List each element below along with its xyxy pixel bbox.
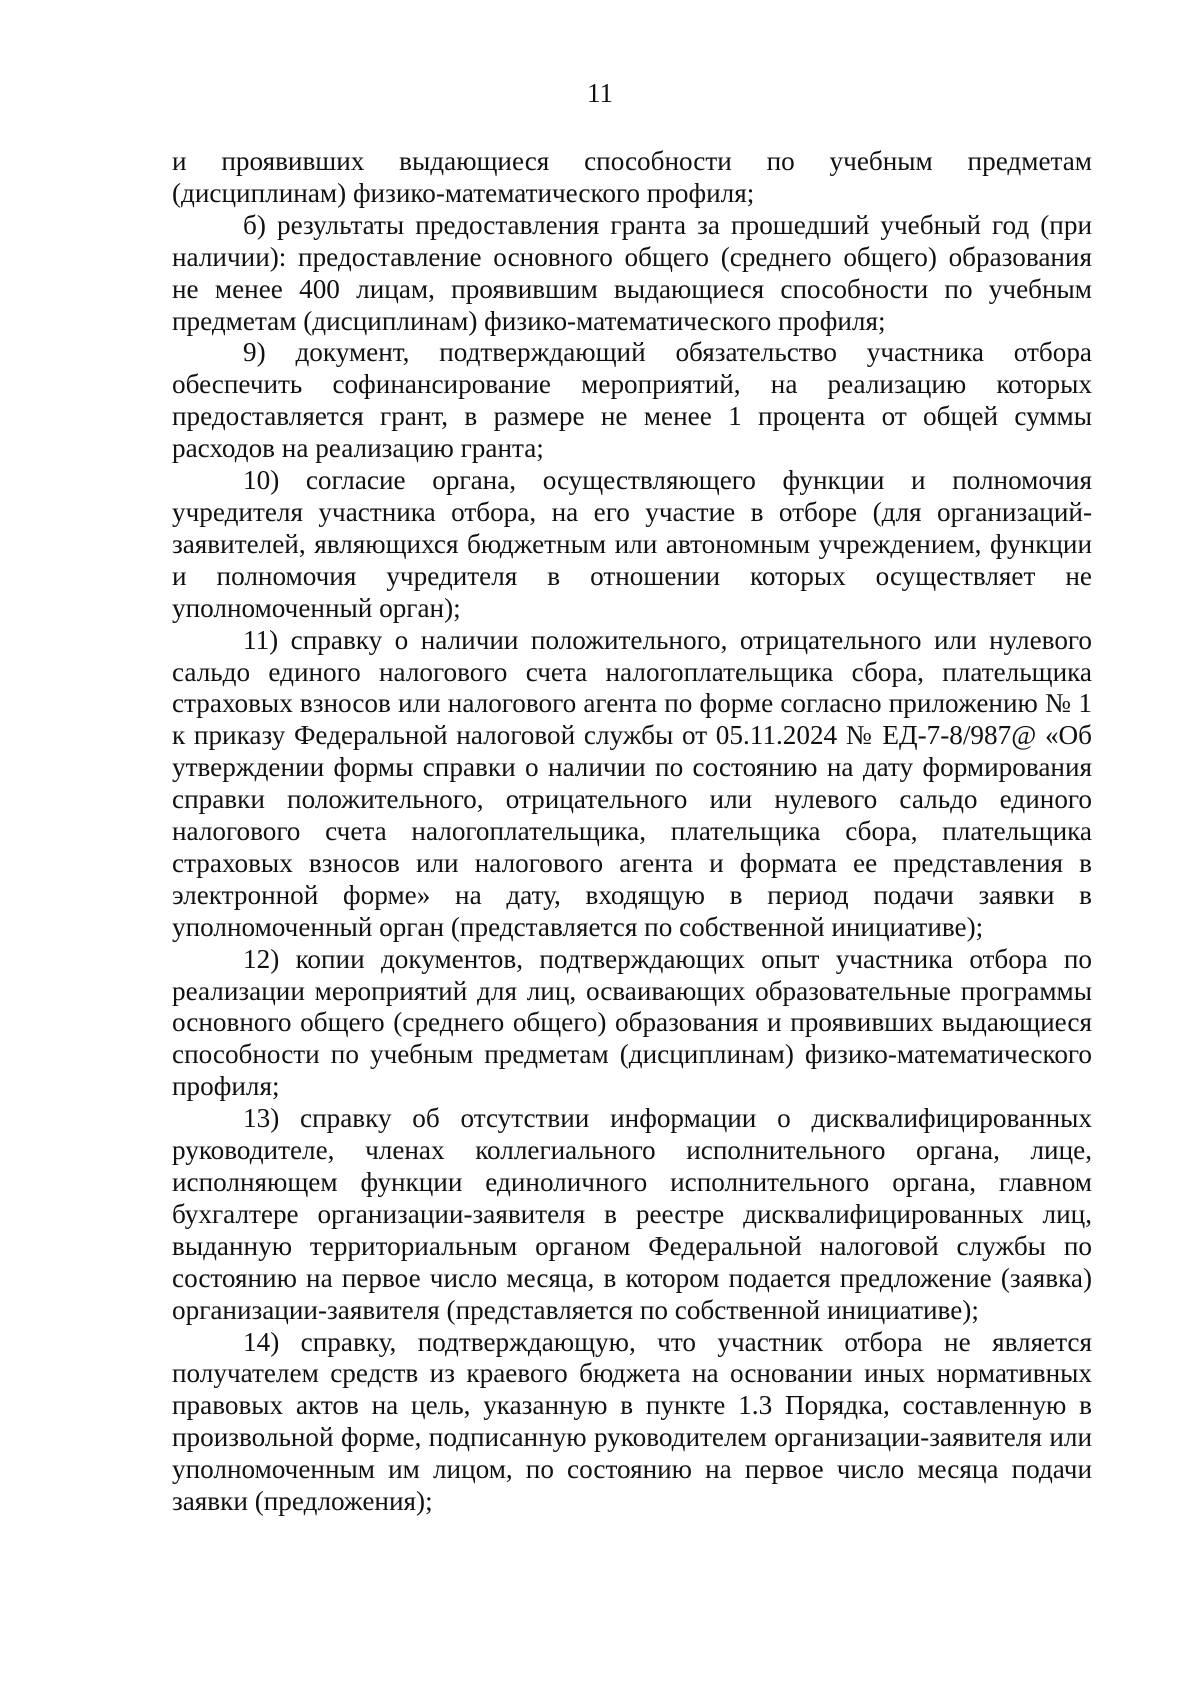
paragraph-item-12: 12) копии документов, подтверждающих опыт участника отбора по реализации мероприятий для лиц, осваивающих образовательные программы основного общего (среднего общего) образования и проявивших выдающиеся способности по учебным предметам (дисциплинам) физико-математического профиля; (172, 943, 1092, 1102)
paragraph-continuation: и проявивших выдающиеся способности по учебным предметам (дисциплинам) физико-математического профиля; (172, 146, 1092, 208)
page-number: 11 (587, 78, 613, 108)
paragraph-item-14: 14) справку, подтверждающую, что участник отбора не является получателем средств из краевого бюджета на основании иных нормативных правовых актов на цель, указанную в пункте 1.3 Порядка, составленную в произвольной форме, подписанную руководителем организации-заявителя или уполномоченным им лицом, по состоянию на первое число месяца подачи заявки (предложения); (172, 1326, 1092, 1517)
paragraph-item-b: б) результаты предоставления гранта за прошедший учебный год (при наличии): предоставление основного общего (среднего общего) образования не менее 400 лицам, проявившим выдающиеся способности по учебным предметам (дисциплинам) физико-математического профиля; (172, 209, 1092, 336)
paragraph-item-9: 9) документ, подтверждающий обязательство участника отбора обеспечить софинансирование мероприятий, на реализацию которых предоставляется грант, в размере не менее 1 процента от общей суммы расходов на реализацию гранта; (172, 337, 1092, 464)
document-body (172, 146, 1092, 1518)
paragraph-item-10: 10) согласие органа, осуществляющего функции и полномочия учредителя участника отбора, на его участие в отборе (для организаций-заявителей, являющихся бюджетным или автономным учреждением, функции и полномочия учредителя в отношении которых осуществляет не уполномоченный орган); (172, 465, 1092, 623)
paragraph-item-11: 11) справку о наличии положительного, отрицательного или нулевого сальдо единого налогового счета налогоплательщика сбора, плательщика страховых взносов или налогового агента по форме согласно приложению № 1 к приказу Федеральной налоговой службы от 05.11.2024 № ЕД-7-8/987@ «Об утверждении формы справки о наличии по состоянию на дату формирования справки положительного, отрицательного или нулевого сальдо единого налогового счета налогоплательщика, плательщика сбора, плательщика страховых взносов или налогового агента и формата ее представления в электронной форме» на дату, входящую в период подачи заявки в уполномоченный орган (представляется по собственной инициативе); (172, 624, 1092, 942)
paragraph-item-13: 13) справку об отсутствии информации о дисквалифицированных руководителе, членах коллегиального исполнительного органа, лице, исполняющем функции единоличного исполнительного органа, главном бухгалтере организации-заявителя в реестре дисквалифицированных лиц, выданную территориальным органом Федеральной налоговой службы по состоянию на первое число месяца, в котором подается предложение (заявка) организации-заявителя (представляется по собственной инициативе); (172, 1103, 1092, 1325)
